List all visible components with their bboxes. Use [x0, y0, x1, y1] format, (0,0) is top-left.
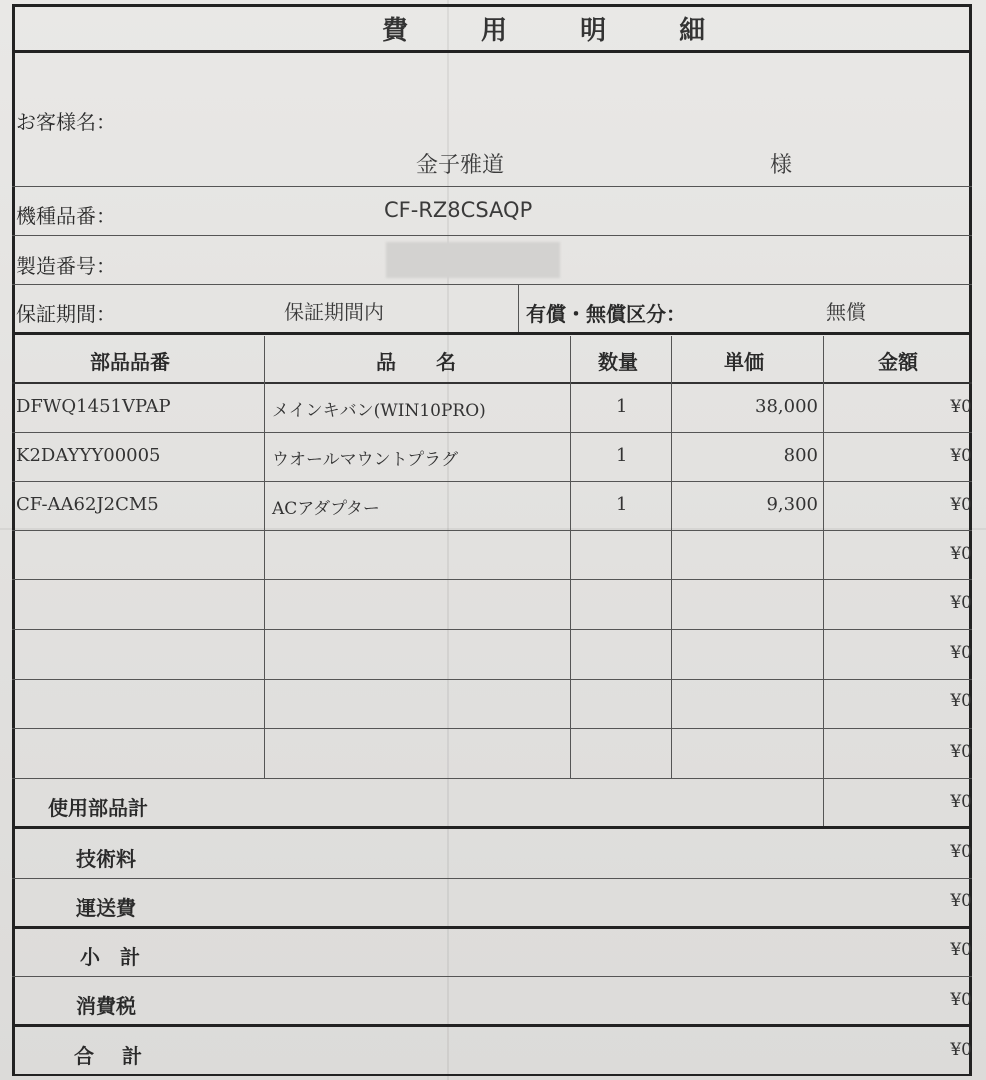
parts-total-amount: ¥0 [950, 792, 972, 812]
table-row-amount: ¥0 [950, 691, 972, 711]
model-label: 機種品番： [16, 204, 116, 228]
table-row-unit-price: 800 [783, 445, 818, 466]
header-part-no: 部品品番 [90, 350, 170, 374]
table-row-amount: ¥0 [950, 397, 972, 417]
customer-label: お客様名： [16, 110, 116, 134]
redacted-serial [386, 242, 560, 278]
labor-label: 技術料 [76, 847, 136, 871]
divider [12, 332, 972, 335]
column-line [264, 336, 265, 778]
table-row-part-no: K2DAYYY00005 [16, 445, 161, 466]
divider [518, 284, 519, 332]
subtotal-label: 小 計 [80, 945, 140, 969]
table-row-part-no: CF-AA62J2CM5 [16, 494, 159, 515]
row-line [12, 629, 972, 630]
grand-total-amount: ¥0 [950, 1040, 972, 1060]
shipping-label: 運送費 [76, 896, 136, 920]
row-line [12, 481, 972, 482]
header-item-name: 品 名 [376, 350, 456, 374]
warranty-label: 保証期間： [16, 302, 116, 326]
payment-value: 無償 [826, 300, 866, 324]
payment-label: 有償・無償区分： [526, 302, 686, 326]
table-row-item-name: ACアダプター [272, 499, 380, 519]
divider [12, 284, 972, 285]
grand-total-label: 合 計 [74, 1044, 146, 1068]
parts-total-label: 使用部品計 [48, 796, 148, 820]
table-row-amount: ¥0 [950, 643, 972, 663]
table-row-unit-price: 9,300 [766, 494, 818, 515]
divider [12, 235, 972, 236]
divider [12, 976, 972, 977]
divider [12, 382, 972, 384]
table-row-unit-price: 38,000 [755, 396, 818, 417]
row-line [12, 432, 972, 433]
table-row-amount: ¥0 [950, 544, 972, 564]
row-line [12, 579, 972, 580]
column-line [671, 336, 672, 778]
divider [12, 50, 972, 53]
table-row-qty: 1 [616, 396, 628, 417]
table-row-amount: ¥0 [950, 593, 972, 613]
header-qty: 数量 [598, 350, 638, 374]
divider [12, 826, 972, 829]
customer-honorific: 様 [770, 153, 793, 178]
tax-amount: ¥0 [950, 990, 972, 1010]
warranty-value: 保証期間内 [284, 300, 384, 324]
table-row-qty: 1 [616, 445, 628, 466]
divider [12, 1074, 972, 1076]
table-row-item-name: ウオールマウントプラグ [272, 450, 459, 470]
subtotal-amount: ¥0 [950, 940, 972, 960]
table-row-part-no: DFWQ1451VPAP [16, 396, 171, 417]
table-row-amount: ¥0 [950, 446, 972, 466]
table-row-qty: 1 [616, 494, 628, 515]
row-line [12, 679, 972, 680]
table-row-amount: ¥0 [950, 495, 972, 515]
model-number: CF-RZ8CSAQP [384, 198, 533, 222]
serial-label: 製造番号： [16, 254, 116, 278]
divider [12, 1024, 972, 1027]
divider [12, 878, 972, 879]
tax-label: 消費税 [76, 994, 136, 1018]
header-unit-price: 単価 [724, 350, 764, 374]
table-row-item-name: メインキバン(WIN10PRO) [272, 401, 486, 421]
divider [12, 186, 972, 187]
shipping-amount: ¥0 [950, 891, 972, 911]
header-amount: 金額 [878, 350, 918, 374]
divider [12, 926, 972, 929]
row-line [12, 728, 972, 729]
labor-amount: ¥0 [950, 842, 972, 862]
column-line [823, 336, 824, 828]
column-line [570, 336, 571, 778]
customer-name: 金子雅道 [416, 153, 505, 178]
document-title: 費 用 明 細 [382, 16, 738, 46]
table-row-amount: ¥0 [950, 742, 972, 762]
row-line [12, 530, 972, 531]
row-line [12, 778, 972, 779]
